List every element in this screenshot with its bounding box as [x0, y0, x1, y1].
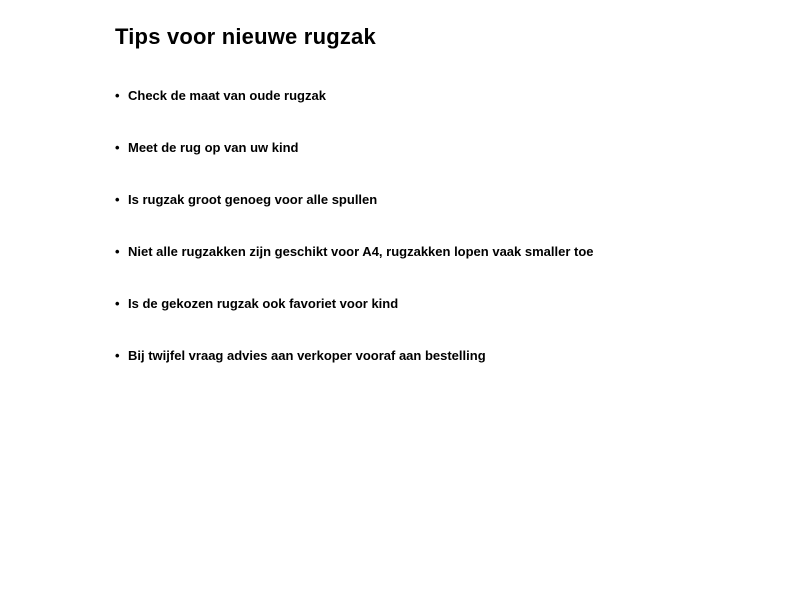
page-title: Tips voor nieuwe rugzak	[115, 24, 376, 49]
bullet-text: Is rugzak groot genoeg voor alle spullen	[128, 192, 378, 207]
list-item	[115, 138, 594, 157]
bullet-text: Niet alle rugzakken zijn geschikt voor A4, rugzakken lopen vaak smaller toe	[128, 244, 594, 259]
bullet-list	[115, 86, 594, 398]
bullet-icon: •	[115, 296, 120, 311]
bullet-text: Bij twijfel vraag advies aan verkoper vooraf aan bestelling	[128, 348, 486, 363]
list-item	[115, 242, 594, 261]
bullet-text: Meet de rug op van uw kind	[128, 140, 299, 155]
bullet-icon: •	[115, 192, 120, 207]
list-item	[115, 294, 594, 313]
list-item	[115, 86, 594, 105]
bullet-icon: •	[115, 88, 120, 103]
bullet-icon: •	[115, 348, 120, 363]
bullet-icon: •	[115, 244, 120, 259]
bullet-text: Check de maat van oude rugzak	[128, 88, 326, 103]
bullet-text: Is de gekozen rugzak ook favoriet voor kind	[128, 296, 399, 311]
list-item	[115, 190, 594, 209]
bullet-icon: •	[115, 140, 120, 155]
list-item	[115, 346, 594, 365]
